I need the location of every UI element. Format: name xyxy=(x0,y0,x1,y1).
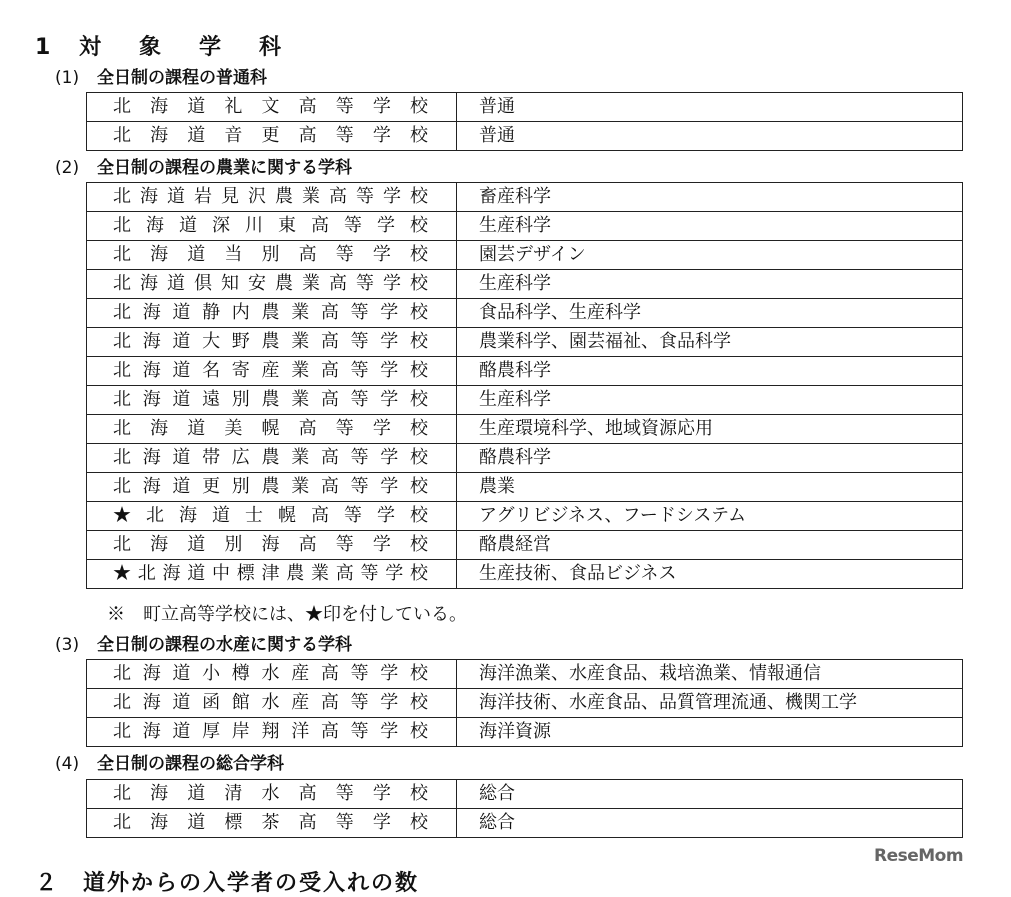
department: 海洋資源 xyxy=(457,718,963,747)
department: 普通 xyxy=(457,93,963,122)
school-name: 北海道標茶高等学校 xyxy=(87,809,457,838)
department: 生産科学 xyxy=(457,212,963,241)
department: 海洋技術、水産食品、品質管理流通、機関工学 xyxy=(457,689,963,718)
school-name: 北海道倶知安農業高等学校 xyxy=(87,270,457,299)
department: 畜産科学 xyxy=(457,183,963,212)
table-row xyxy=(87,502,963,531)
school-name: 北海道静内農業高等学校 xyxy=(87,299,457,328)
table-row xyxy=(87,299,963,328)
note-text: ※ 町立高等学校には、★印を付している。 xyxy=(107,604,467,625)
school-name: 北海道更別農業高等学校 xyxy=(87,473,457,502)
department: 普通 xyxy=(457,122,963,151)
department: 生産科学 xyxy=(457,270,963,299)
table-row xyxy=(87,386,963,415)
table-row xyxy=(87,718,963,747)
school-name: 北海道小樽水産高等学校 xyxy=(87,660,457,689)
department: 総合 xyxy=(457,780,963,809)
department: 酪農科学 xyxy=(457,444,963,473)
table-row xyxy=(87,328,963,357)
school-name: 北海道帯広農業高等学校 xyxy=(87,444,457,473)
department: 園芸デザイン xyxy=(457,241,963,270)
table-row xyxy=(87,183,963,212)
school-name: 北海道厚岸翔洋高等学校 xyxy=(87,718,457,747)
department: 海洋漁業、水産食品、栽培漁業、情報通信 xyxy=(457,660,963,689)
school-name: 北海道当別高等学校 xyxy=(87,241,457,270)
table-row xyxy=(87,660,963,689)
table-row xyxy=(87,122,963,151)
school-name: 北海道大野農業高等学校 xyxy=(87,328,457,357)
department: 食品科学、生産科学 xyxy=(457,299,963,328)
school-name: 北海道清水高等学校 xyxy=(87,780,457,809)
table-row xyxy=(87,357,963,386)
table-row xyxy=(87,780,963,809)
section-heading xyxy=(35,30,319,61)
school-name: 北海道名寄産業高等学校 xyxy=(87,357,457,386)
school-name: 北海道岩見沢農業高等学校 xyxy=(87,183,457,212)
school-table-1 xyxy=(86,92,963,151)
school-name: 北海道遠別農業高等学校 xyxy=(87,386,457,415)
school-table-4 xyxy=(86,779,963,838)
school-table-2 xyxy=(86,182,963,589)
table-row xyxy=(87,212,963,241)
table-row xyxy=(87,270,963,299)
department: 農業科学、園芸福祉、食品科学 xyxy=(457,328,963,357)
department: 酪農経営 xyxy=(457,531,963,560)
section-label-2: (2) 全日制の課程の農業に関する学科 xyxy=(55,158,352,178)
next-section-heading: ２ 道外からの入学者の受入れの数 xyxy=(35,871,420,896)
school-name: 北海道別海高等学校 xyxy=(87,531,457,560)
school-table-3 xyxy=(86,659,963,747)
school-name: ★北海道士幌高等学校 xyxy=(87,502,457,531)
department: 生産環境科学、地域資源応用 xyxy=(457,415,963,444)
section-label-1: (1) 全日制の課程の普通科 xyxy=(55,68,267,88)
table-row xyxy=(87,560,963,589)
department: 生産科学 xyxy=(457,386,963,415)
table-row xyxy=(87,415,963,444)
department: 生産技術、食品ビジネス xyxy=(457,560,963,589)
table-row xyxy=(87,531,963,560)
school-name: 北海道深川東高等学校 xyxy=(87,212,457,241)
school-name: 北海道音更高等学校 xyxy=(87,122,457,151)
school-name: ★北海道中標津農業高等学校 xyxy=(87,560,457,589)
heading-number: 1 xyxy=(35,35,52,60)
department: 酪農科学 xyxy=(457,357,963,386)
department: 総合 xyxy=(457,809,963,838)
table-row xyxy=(87,444,963,473)
table-row xyxy=(87,689,963,718)
table-row xyxy=(87,809,963,838)
table-row xyxy=(87,473,963,502)
school-name: 北海道函館水産高等学校 xyxy=(87,689,457,718)
table-row xyxy=(87,241,963,270)
table-row xyxy=(87,93,963,122)
department: アグリビジネス、フードシステム xyxy=(457,502,963,531)
school-name: 北海道礼文高等学校 xyxy=(87,93,457,122)
resemom-logo: ReseMom xyxy=(874,846,964,866)
section-label-3: (3) 全日制の課程の水産に関する学科 xyxy=(55,635,352,655)
section-label-4: (4) 全日制の課程の総合学科 xyxy=(55,754,284,774)
department: 農業 xyxy=(457,473,963,502)
school-name: 北海道美幌高等学校 xyxy=(87,415,457,444)
heading-title: 対象学科 xyxy=(79,35,320,60)
